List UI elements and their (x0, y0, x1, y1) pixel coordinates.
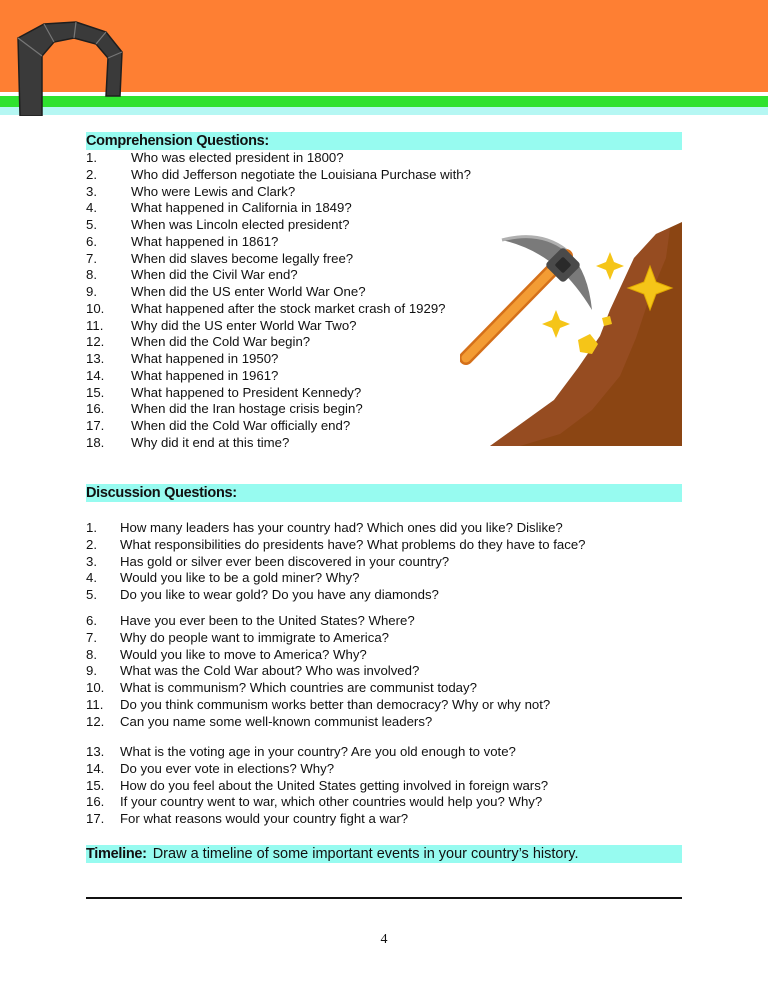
tunnel-arch-logo-icon (14, 16, 126, 116)
question-number: 5. (86, 217, 97, 232)
question-text: What happened in 1961? (131, 367, 279, 383)
question-number: 7. (86, 250, 97, 266)
question-text: For what reasons would your country fight a war? (120, 811, 409, 826)
question-text: If your country went to war, which other countries would help you? Why? (120, 794, 543, 810)
question-number: 15. (86, 777, 105, 793)
question-text: When did the Civil War end? (131, 267, 298, 283)
page-number: 4 (380, 932, 388, 947)
question-text: Would you like to be a gold miner? Why? (120, 570, 360, 586)
question-number: 7. (86, 629, 97, 645)
question-text: How many leaders has your country had? Which ones did you like? Dislike? (120, 520, 563, 535)
question-text: When did the US enter World War One? (131, 284, 366, 299)
question-number: 17. (86, 811, 105, 826)
question-number: 12. (86, 713, 105, 729)
question-number: 17. (86, 418, 105, 433)
question-number: 2. (86, 536, 97, 552)
question-text: Why do people want to immigrate to America? (120, 629, 390, 645)
question-number: 14. (86, 760, 105, 776)
discussion-heading: Discussion Questions: (86, 484, 682, 502)
question-text: What was the Cold War about? Who was involved? (120, 663, 420, 679)
question-number: 16. (86, 401, 105, 417)
question-number: 13. (86, 744, 105, 759)
question-text: Who did Jefferson negotiate the Louisiana Purchase with? (131, 166, 471, 182)
question-number: 1. (86, 520, 97, 535)
question-text: When did the Iran hostage crisis begin? (131, 401, 363, 417)
timeline-text: Draw a timeline of some important events in your country’s history. (152, 846, 579, 862)
question-number: 18. (86, 434, 105, 450)
question-number: 16. (86, 794, 105, 810)
question-number: 4. (86, 200, 97, 216)
question-number: 6. (86, 613, 97, 628)
question-number: 10. (86, 300, 105, 316)
question-number: 4. (86, 570, 97, 586)
timeline-prompt (86, 845, 682, 863)
question-text: Have you ever been to the United States? Where? (120, 613, 415, 628)
comprehension-heading: Comprehension Questions: (86, 132, 682, 150)
question-number: 3. (86, 553, 97, 569)
question-text: What happened to President Kennedy? (131, 384, 362, 400)
question-number: 2. (86, 166, 97, 182)
question-text: When did the Cold War begin? (131, 334, 311, 350)
question-number: 9. (86, 663, 97, 679)
question-text: Would you like to move to America? Why? (120, 646, 367, 662)
question-number: 11. (86, 317, 104, 333)
question-text: What happened in California in 1849? (131, 200, 352, 216)
question-text: Why did it end at this time? (131, 434, 290, 450)
question-text: Do you think communism works better than democracy? Why or why not? (120, 696, 551, 712)
question-number: 9. (86, 284, 97, 299)
question-number: 1. (86, 150, 97, 165)
question-number: 3. (86, 183, 97, 199)
question-number: 8. (86, 267, 97, 283)
question-number: 15. (86, 384, 105, 400)
question-number: 6. (86, 233, 97, 249)
question-number: 13. (86, 351, 105, 366)
question-number: 11. (86, 696, 104, 712)
question-text: Do you like to wear gold? Do you have any diamonds? (120, 587, 439, 602)
question-text: Do you ever vote in elections? Why? (120, 760, 335, 776)
question-number: 8. (86, 646, 97, 662)
question-text: When did the Cold War officially end? (131, 418, 351, 433)
question-text: What happened after the stock market crash of 1929? (131, 300, 446, 316)
question-text: Has gold or silver ever been discovered in your country? (120, 553, 450, 569)
question-text: When was Lincoln elected president? (131, 217, 350, 232)
question-number: 5. (86, 587, 97, 602)
question-text: How do you feel about the United States getting involved in foreign wars? (120, 777, 549, 793)
question-text: What happened in 1861? (131, 233, 279, 249)
question-number: 10. (86, 680, 105, 695)
question-text: What is the voting age in your country? Are you old enough to vote? (120, 744, 516, 759)
question-text: Why did the US enter World War Two? (131, 317, 357, 333)
question-text: Who were Lewis and Clark? (131, 183, 296, 199)
question-text: Can you name some well-known communist leaders? (120, 713, 433, 729)
question-text: What responsibilities do presidents have? What problems do they have to face? (120, 536, 586, 552)
question-number: 14. (86, 367, 105, 383)
question-text: Who was elected president in 1800? (131, 150, 344, 165)
question-text: What is communism? Which countries are communist today? (120, 680, 477, 695)
question-number: 12. (86, 334, 105, 350)
pickaxe-gold-mine-icon (460, 218, 684, 450)
question-text: When did slaves become legally free? (131, 250, 354, 266)
timeline-heading: Timeline: (86, 846, 147, 862)
question-text: What happened in 1950? (131, 351, 279, 366)
footer-rule (86, 897, 682, 899)
